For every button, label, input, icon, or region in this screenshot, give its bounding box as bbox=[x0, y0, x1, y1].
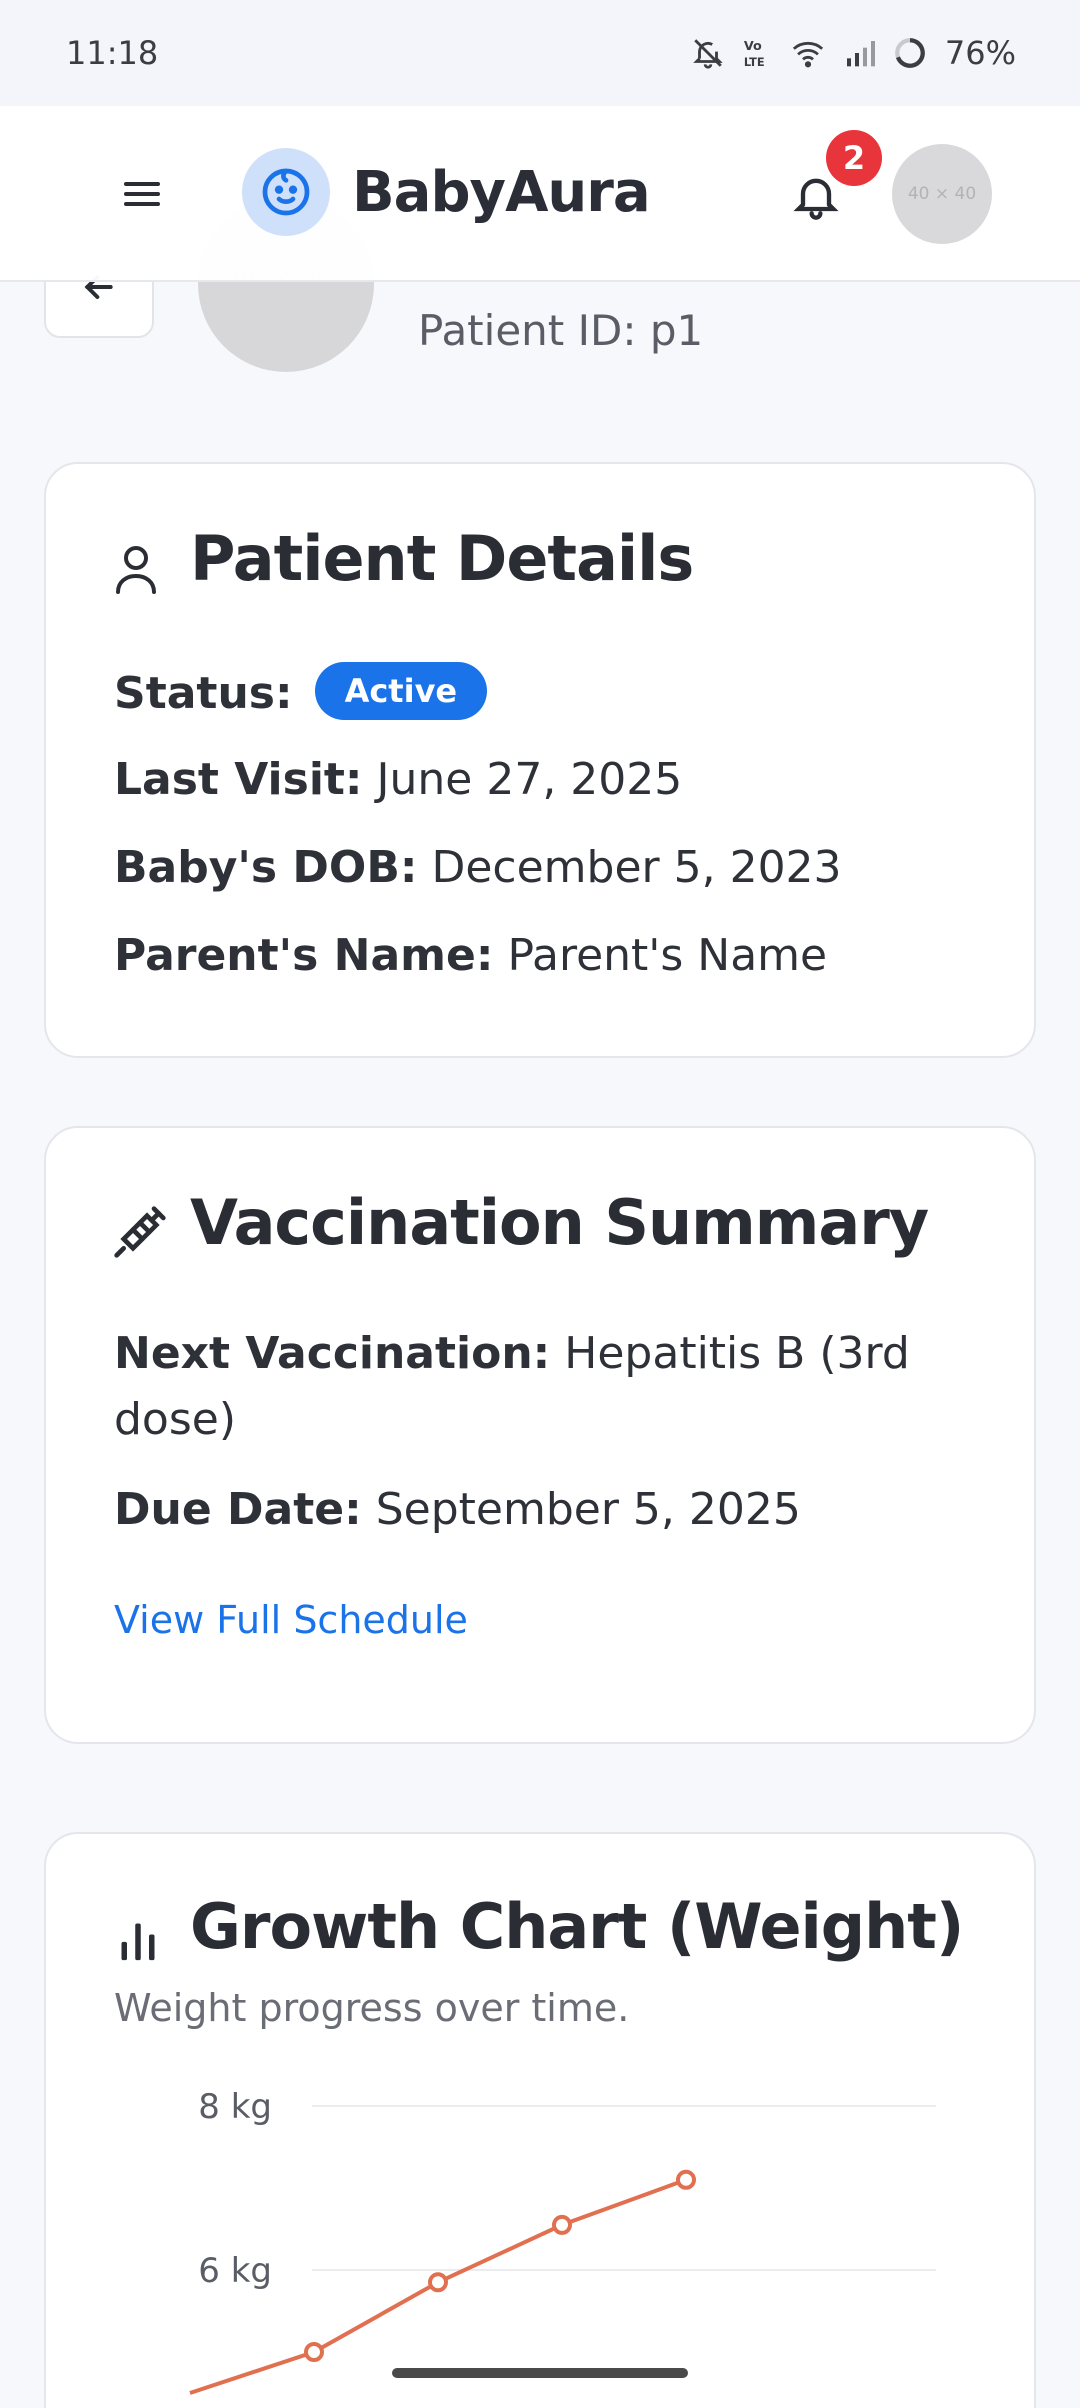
logo bbox=[242, 148, 330, 236]
due-date-row bbox=[114, 1484, 801, 1535]
growth-chart-card bbox=[44, 1832, 1036, 2408]
status-badge: Active bbox=[315, 662, 488, 720]
user-avatar[interactable] bbox=[892, 144, 992, 244]
vaccination-summary-card bbox=[44, 1126, 1036, 1744]
battery-icon bbox=[893, 36, 927, 70]
user-icon bbox=[112, 540, 160, 596]
y-tick-label: 8 kg bbox=[198, 2087, 272, 2127]
last-visit-value: June 27, 2025 bbox=[376, 754, 683, 805]
vaccination-summary-title: Vaccination Summary bbox=[190, 1186, 929, 1259]
next-vaccination-label: Next Vaccination: bbox=[114, 1328, 551, 1379]
volte-icon bbox=[743, 36, 773, 70]
growth-chart-title: Growth Chart (Weight) bbox=[190, 1890, 964, 1963]
battery-percent: 76% bbox=[944, 34, 1016, 72]
last-visit-label: Last Visit: bbox=[114, 754, 363, 805]
view-full-schedule-link[interactable]: View Full Schedule bbox=[114, 1598, 468, 1642]
menu-icon[interactable] bbox=[118, 170, 166, 218]
growth-chart bbox=[46, 1834, 1038, 2408]
app-header bbox=[0, 106, 1080, 282]
user-avatar-placeholder: 40 × 40 bbox=[907, 184, 977, 204]
parent-row bbox=[114, 930, 827, 981]
weight-data-point[interactable] bbox=[430, 2274, 446, 2290]
last-visit-row bbox=[114, 754, 682, 805]
weight-data-point[interactable] bbox=[678, 2172, 694, 2188]
status-label: Status: bbox=[114, 668, 293, 719]
home-indicator[interactable] bbox=[392, 2368, 688, 2378]
due-date-label: Due Date: bbox=[114, 1484, 362, 1535]
parent-label: Parent's Name: bbox=[114, 930, 494, 981]
status-bar bbox=[0, 0, 1080, 106]
syringe-icon bbox=[112, 1204, 168, 1260]
patient-details-title: Patient Details bbox=[190, 522, 694, 595]
parent-value: Parent's Name bbox=[507, 930, 828, 981]
status-row bbox=[114, 662, 487, 720]
growth-chart-subtitle: Weight progress over time. bbox=[114, 1986, 630, 2030]
svg-text:Vo: Vo bbox=[743, 39, 762, 55]
next-vaccination-value: Hepatitis B (3rd bbox=[564, 1328, 910, 1379]
patient-details-card bbox=[44, 462, 1036, 1058]
signal-icon bbox=[843, 37, 875, 69]
dob-row bbox=[114, 842, 842, 893]
svg-text:LTE: LTE bbox=[743, 54, 765, 69]
status-icons bbox=[691, 34, 1016, 72]
notification-badge: 2 bbox=[826, 130, 882, 186]
baby-face-icon bbox=[258, 164, 314, 220]
wifi-icon bbox=[791, 36, 825, 70]
dob-value: December 5, 2023 bbox=[431, 842, 842, 893]
due-date-value: September 5, 2025 bbox=[375, 1484, 801, 1535]
dob-label: Baby's DOB: bbox=[114, 842, 418, 893]
weight-data-point[interactable] bbox=[306, 2344, 322, 2360]
mute-bell-icon bbox=[691, 36, 725, 70]
next-vaccination-row bbox=[114, 1328, 910, 1379]
weight-data-point[interactable] bbox=[554, 2217, 570, 2233]
status-time: 11:18 bbox=[66, 34, 159, 72]
patient-id: Patient ID: p1 bbox=[418, 306, 704, 355]
brand-name: BabyAura bbox=[352, 160, 650, 225]
next-vaccination-continued: dose) bbox=[114, 1394, 237, 1445]
y-tick-label: 6 kg bbox=[198, 2251, 272, 2291]
